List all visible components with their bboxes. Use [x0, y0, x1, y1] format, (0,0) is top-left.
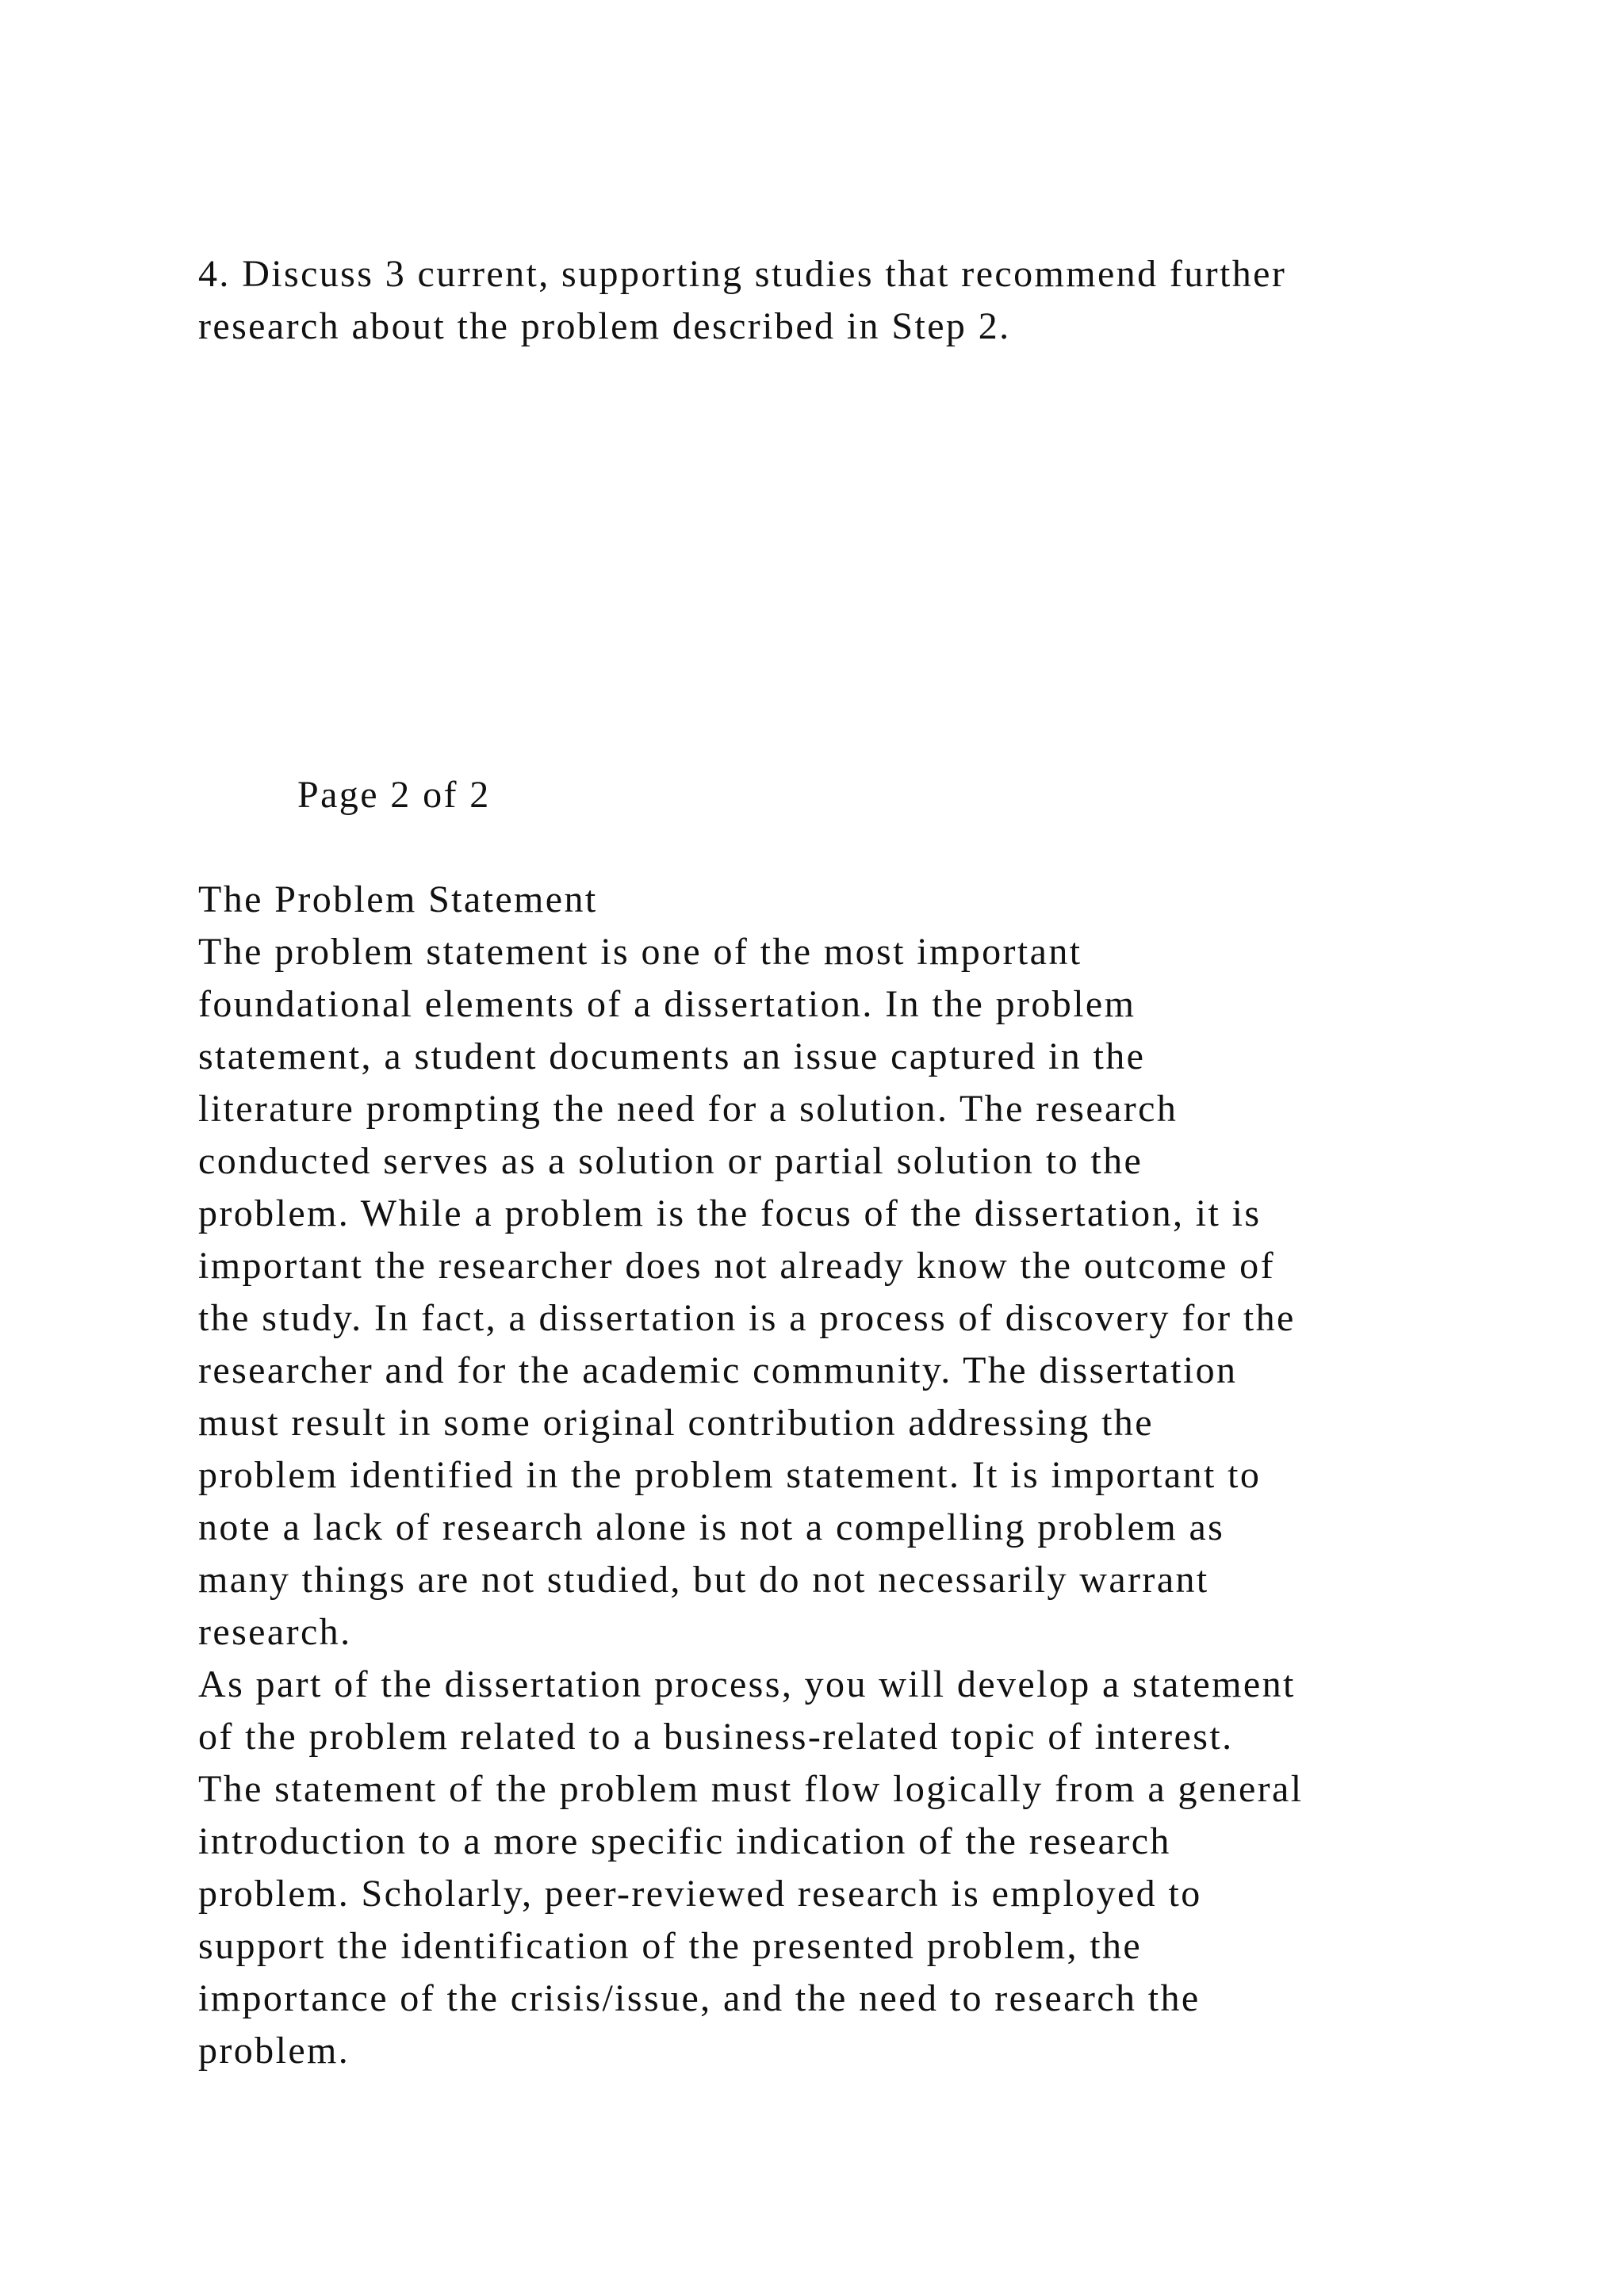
paragraph1-line: research.: [198, 1611, 352, 1653]
paragraph1-line: many things are not studied, but do not necessarily warrant: [198, 1559, 1209, 1601]
step4-line: 4. Discuss 3 current, supporting studies that recommend further: [198, 253, 1287, 295]
paragraph1-line: researcher and for the academic community. The dissertation: [198, 1349, 1238, 1391]
paragraph1-line: statement, a student documents an issue captured in the: [198, 1035, 1146, 1077]
paragraph1-line: the study. In fact, a dissertation is a process of discovery for the: [198, 1297, 1296, 1339]
paragraph1-line: conducted serves as a solution or partial solution to the: [198, 1140, 1143, 1182]
paragraph1-line: must result in some original contribution addressing the: [198, 1402, 1154, 1444]
paragraph1-line: foundational elements of a dissertation. In the problem: [198, 983, 1136, 1025]
paragraph2-line: support the identification of the presented problem, the: [198, 1925, 1143, 1967]
paragraph2-line: problem. Scholarly, peer-reviewed research is employed to: [198, 1873, 1202, 1915]
paragraph2-line: As part of the dissertation process, you will develop a statement: [198, 1663, 1296, 1705]
paragraph1-line: note a lack of research alone is not a compelling problem as: [198, 1506, 1225, 1548]
paragraph1-line: important the researcher does not already know the outcome of: [198, 1245, 1275, 1287]
section-heading: The Problem Statement: [198, 878, 598, 920]
paragraph2-line: problem.: [198, 2030, 350, 2072]
paragraph1-line: literature prompting the need for a solution. The research: [198, 1088, 1178, 1130]
paragraph2-line: of the problem related to a business-related topic of interest.: [198, 1716, 1234, 1758]
paragraph1-line: The problem statement is one of the most important: [198, 931, 1082, 973]
paragraph1-line: problem. While a problem is the focus of the dissertation, it is: [198, 1192, 1262, 1234]
paragraph2-line: The statement of the problem must flow logically from a general: [198, 1768, 1304, 1810]
page-number: Page 2 of 2: [297, 774, 491, 816]
step4-line: research about the problem described in Step 2.: [198, 305, 1011, 347]
paragraph1-line: problem identified in the problem statement. It is important to: [198, 1454, 1262, 1496]
paragraph2-line: importance of the crisis/issue, and the need to research the: [198, 1977, 1201, 2019]
paragraph2-line: introduction to a more specific indication of the research: [198, 1820, 1171, 1862]
